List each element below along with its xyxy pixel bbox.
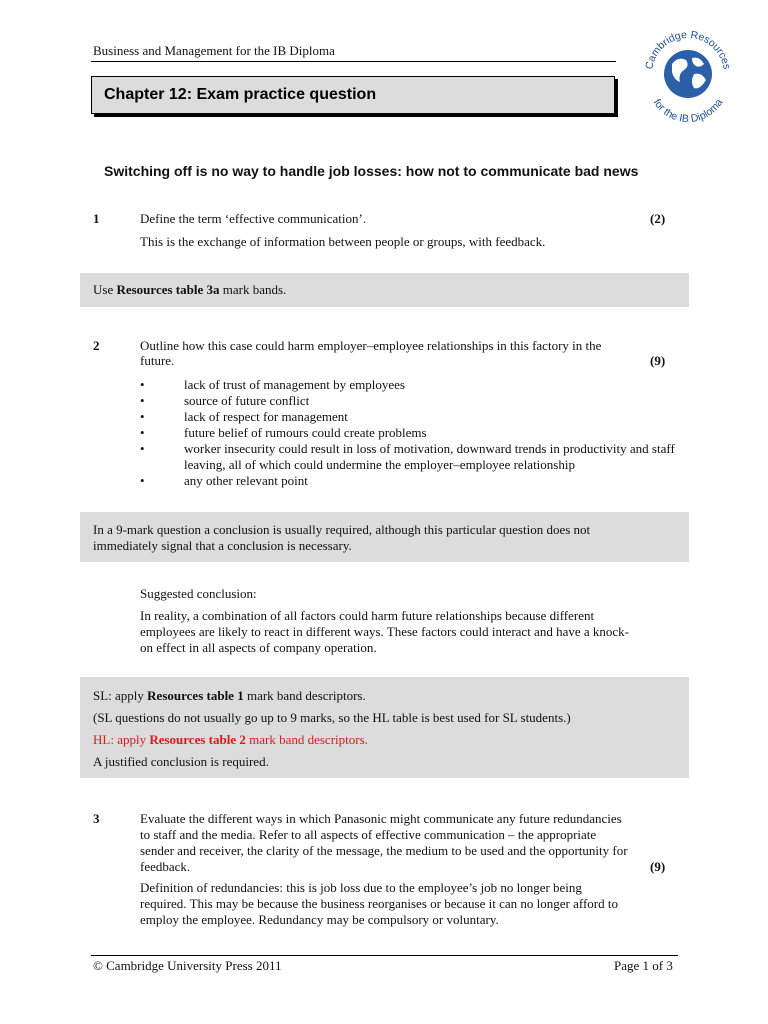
note-3-hl: HL: apply Resources table 2 mark band descriptors.: [93, 732, 368, 747]
list-item: • any other relevant point: [140, 473, 308, 488]
question-2-bullet-list: [140, 377, 680, 489]
logo-top-text: Cambridge Resources: [643, 28, 733, 71]
question-2-text-line1: Outline how this case could harm employer–employee relationships in this factory in the: [140, 338, 602, 353]
question-3-number: 3: [93, 811, 100, 826]
svg-text:for the IB Diploma: [651, 97, 726, 124]
note-3-sl: SL: apply Resources table 1 mark band descriptors.: [93, 688, 366, 703]
question-3-definition: Definition of redundancies: this is job loss due to the employee’s job no longer being required. This may be because the business reorganises or because it can no longer afford to employ the employee. Redundancy may be compulsory or voluntary.: [140, 880, 618, 927]
note-1-suffix: mark bands.: [219, 282, 287, 297]
note-1-bold: Resources table 3a: [116, 282, 220, 297]
list-item: • worker insecurity could result in loss of motivation, downward trends in productivity and staff leaving, all of which could undermine the employer–employee relationship: [140, 441, 675, 472]
cambridge-resources-logo: [638, 24, 738, 124]
list-item: • lack of respect for management: [140, 409, 348, 424]
running-title: Business and Management for the IB Diploma: [93, 43, 335, 58]
marking-note-3: [80, 677, 689, 778]
question-2-number: 2: [93, 338, 100, 353]
note-2-line2: immediately signal that a conclusion is necessary.: [93, 538, 352, 553]
note-1-prefix: Use: [93, 282, 117, 297]
header-rule: [91, 61, 616, 62]
chapter-box: [91, 76, 615, 114]
case-title: Switching off is no way to handle job losses: how not to communicate bad news: [104, 163, 639, 179]
logo-bottom-text: for the IB Diploma: [650, 96, 726, 124]
question-3-marks: (9): [650, 859, 666, 874]
footer-page-number: Page 1 of 3: [614, 958, 673, 973]
question-1-answer: This is the exchange of information between people or groups, with feedback.: [140, 234, 546, 249]
footer-rule: [91, 955, 678, 956]
question-2-marks: (9): [650, 353, 666, 368]
conclusion-label: Suggested conclusion:: [140, 586, 257, 601]
note-3-sl-note: (SL questions do not usually go up to 9 marks, so the HL table is best used for SL students.): [93, 710, 571, 725]
conclusion-text: In reality, a combination of all factors could harm future relationships because different employees are likely to react in different ways. These factors could interact and have a knock- on effect in all aspects of company operation.: [140, 608, 629, 655]
question-1-number: 1: [93, 211, 100, 226]
marking-note-2: [80, 512, 689, 562]
question-1-marks: (2): [650, 211, 666, 226]
question-2-text-line2: future.: [140, 353, 175, 368]
marking-note-1: [80, 273, 689, 307]
chapter-title: Chapter 12: Exam practice question: [104, 86, 377, 103]
question-3-text: Evaluate the different ways in which Panasonic might communicate any future redundancies to staff and the media. Refer to all aspects of effective communication – the appropriate sender and receiver, the clarity of the message, the medium to be used and the opportunity for feedback.: [140, 811, 628, 874]
list-item: • source of future conflict: [140, 393, 310, 408]
note-3-justified: A justified conclusion is required.: [93, 754, 269, 769]
globe-icon: [664, 50, 712, 98]
footer-copyright: © Cambridge University Press 2011: [93, 958, 282, 973]
note-2-line1: In a 9-mark question a conclusion is usually required, although this particular question does not: [93, 522, 591, 537]
list-item: • future belief of rumours could create problems: [140, 425, 427, 440]
list-item: • lack of trust of management by employees: [140, 377, 405, 392]
question-1-text: Define the term ‘effective communication’.: [140, 211, 367, 226]
